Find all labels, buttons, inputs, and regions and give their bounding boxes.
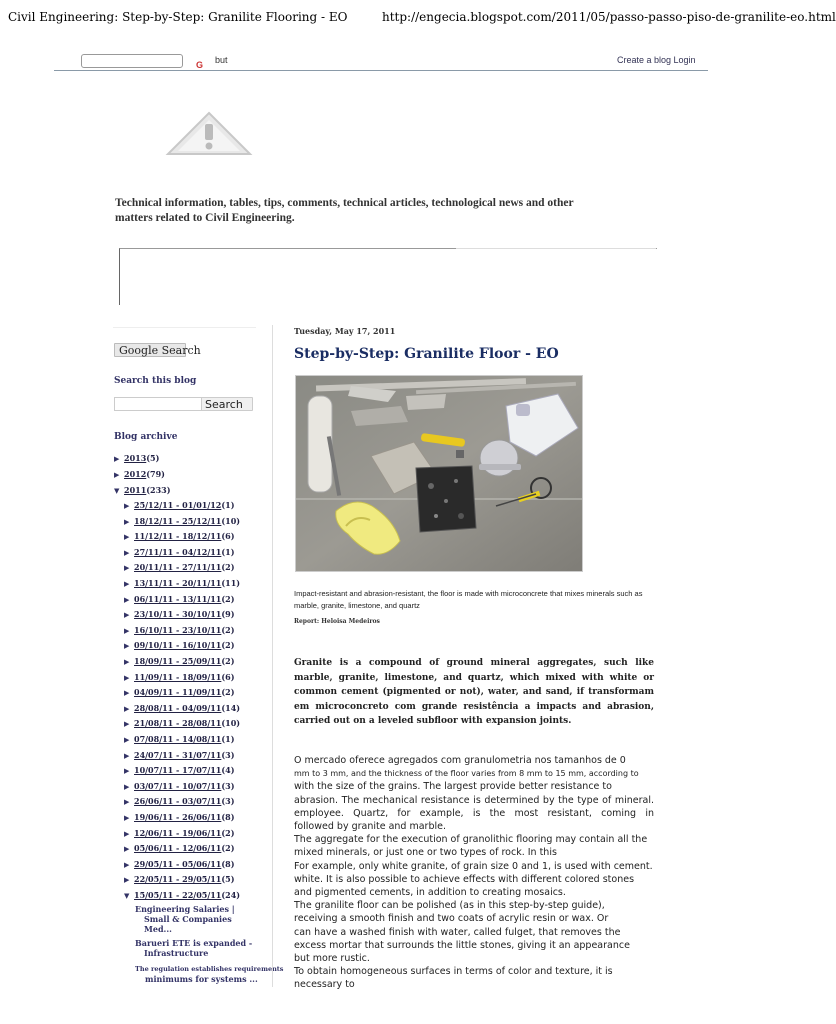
- expand-triangle-icon[interactable]: ▶: [114, 470, 120, 479]
- sidebar-border: [272, 325, 273, 987]
- archive-week-count: (6): [221, 671, 235, 682]
- navbar-divider: [54, 70, 708, 71]
- archive-week-label[interactable]: 10/07/11 - 17/07/11: [134, 765, 222, 776]
- archive-week-count: (11): [221, 578, 241, 588]
- archive-week-label[interactable]: 25/12/11 - 01/01/12: [134, 500, 222, 510]
- archive-week-count: (1): [221, 546, 235, 557]
- archive-week-label[interactable]: 23/10/11 - 30/10/11: [134, 609, 222, 620]
- archive-week-item[interactable]: [124, 547, 235, 558]
- archive-week-item[interactable]: [124, 812, 235, 823]
- photo-caption: Impact-resistant and abrasion-resistant, the floor is made with microconcrete that mixes minerals such as marble, granite, limestone, and quartz: [294, 589, 643, 610]
- post-body-line: but more rustic.: [294, 953, 370, 965]
- archive-week-item[interactable]: [124, 718, 240, 729]
- archive-week-label[interactable]: 24/07/11 - 31/07/11: [134, 749, 222, 760]
- archive-post-link[interactable]: Barueri ETE is expanded - Infrastructure: [135, 938, 253, 958]
- expand-triangle-icon[interactable]: ▶: [124, 516, 130, 526]
- archive-week-label[interactable]: 04/09/11 - 11/09/11: [134, 687, 222, 698]
- archive-week-item[interactable]: [124, 750, 235, 761]
- post-body-line: mm to 3 mm, and the thickness of the floor varies from 8 mm to 15 mm, according to: [294, 769, 639, 779]
- archive-week-count: (5): [221, 874, 235, 885]
- post-body-line: with the size of the grains. The largest provide better resistance to: [294, 781, 612, 793]
- archive-week-item[interactable]: [124, 578, 240, 589]
- expand-triangle-icon[interactable]: ▶: [124, 766, 130, 776]
- archive-week-label[interactable]: 09/10/11 - 16/10/11: [134, 640, 222, 651]
- sidebar-divider: [113, 327, 256, 328]
- post-date: Tuesday, May 17, 2011: [294, 326, 396, 336]
- archive-week-label[interactable]: 13/11/11 - 20/11/11: [134, 578, 222, 588]
- archive-week-count: (6): [221, 531, 235, 542]
- post-body-line: receiving a smooth finish and two coats of acrylic resin or wax. Or: [294, 913, 609, 925]
- archive-week-label[interactable]: 11/09/11 - 18/09/11: [134, 671, 222, 682]
- archive-year-item[interactable]: ▶ 2013(5): [114, 453, 160, 463]
- expand-triangle-icon[interactable]: ▶: [114, 454, 120, 463]
- archive-week-label[interactable]: 03/07/11 - 10/07/11: [134, 780, 222, 791]
- archive-week-label[interactable]: 05/06/11 - 12/06/11: [134, 843, 222, 854]
- archive-week-count: (3): [221, 780, 235, 791]
- archive-week-item[interactable]: [124, 625, 235, 636]
- archive-week-item[interactable]: [124, 594, 235, 605]
- archive-week-item[interactable]: [124, 796, 235, 807]
- archive-week-item[interactable]: [124, 765, 235, 776]
- archive-week-item[interactable]: [124, 843, 235, 854]
- archive-year-item[interactable]: ▼ 2011(233): [114, 485, 171, 495]
- archive-week-item[interactable]: [124, 874, 235, 885]
- archive-week-count: (10): [221, 718, 241, 729]
- archive-week-count: (3): [221, 749, 235, 760]
- report-credit: Report: Heloisa Medeiros: [294, 618, 380, 625]
- archive-week-count: (2): [221, 640, 235, 651]
- expand-triangle-icon[interactable]: ▶: [124, 641, 130, 651]
- post-body: [294, 754, 654, 992]
- blog-search-button[interactable]: Search: [201, 397, 253, 411]
- expand-triangle-icon[interactable]: ▶: [124, 703, 130, 713]
- expand-triangle-icon[interactable]: ▶: [124, 610, 130, 620]
- expand-triangle-icon[interactable]: ▶: [124, 688, 130, 698]
- archive-week-item[interactable]: [124, 859, 235, 870]
- archive-week-label[interactable]: 16/10/11 - 23/10/11: [134, 624, 222, 635]
- expand-triangle-icon[interactable]: ▶: [124, 828, 130, 838]
- archive-week-count: (3): [221, 796, 235, 807]
- google-search-button[interactable]: Google Search: [114, 343, 186, 357]
- archive-week-label[interactable]: 06/11/11 - 13/11/11: [134, 593, 222, 604]
- blog-description: Technical information, tables, tips, comments, technical articles, technological news and other matters related to Civil Engineering.: [115, 197, 574, 224]
- archive-week-item[interactable]: [124, 781, 235, 792]
- archive-post-link[interactable]: Engineering Salaries | Small & Companies Med...: [135, 904, 235, 934]
- archive-week-count: (2): [221, 843, 235, 854]
- navbar-but-link[interactable]: but: [215, 55, 228, 65]
- expand-triangle-icon[interactable]: ▶: [124, 844, 130, 854]
- post-body-line: employee. Quartz, for example, is the most resistant, coming in: [294, 807, 654, 819]
- post-body-line: abrasion. The mechanical resistance is determined by the type of mineral.: [294, 794, 654, 806]
- archive-week-count: (1): [221, 500, 235, 510]
- post-body-line: excess mortar that surrounds the little stones, giving it an appearance: [294, 939, 630, 951]
- expand-triangle-icon[interactable]: ▶: [124, 532, 130, 542]
- expand-triangle-icon[interactable]: ▶: [124, 501, 130, 510]
- expand-triangle-icon[interactable]: ▶: [124, 813, 130, 822]
- archive-week-label[interactable]: 15/05/11 - 22/05/11: [134, 890, 222, 900]
- print-page-title: Civil Engineering: Step-by-Step: Granilite Flooring - EO: [8, 10, 348, 24]
- print-page-url: http://engecia.blogspot.com/2011/05/passo-passo-piso-de-granilite-eo.html: [382, 10, 836, 24]
- archive-week-label[interactable]: 07/08/11 - 14/08/11: [134, 734, 222, 744]
- archive-week-count: (2): [221, 656, 235, 666]
- collapse-triangle-icon[interactable]: ▼: [124, 891, 130, 900]
- archive-week-item[interactable]: [124, 703, 240, 714]
- archive-week-item[interactable]: [124, 656, 235, 667]
- post-body-line: The aggregate for the execution of granolithic flooring may contain all the: [294, 834, 648, 846]
- archive-week-item[interactable]: [124, 890, 240, 901]
- archive-week-count: (14): [221, 702, 241, 713]
- archive-week-label[interactable]: 11/12/11 - 18/12/11: [134, 531, 222, 542]
- archive-week-label[interactable]: 20/11/11 - 27/11/11: [134, 562, 222, 573]
- archive-week-count: (9): [221, 609, 235, 620]
- granilite-tools-photo[interactable]: [295, 375, 583, 572]
- post-body-line: For example, only white granite, of grain size 0 and 1, is used with cement.: [294, 860, 653, 872]
- archive-week-count: (24): [221, 890, 241, 900]
- archive-week-label[interactable]: 19/06/11 - 26/06/11: [134, 812, 222, 822]
- expand-triangle-icon[interactable]: ▶: [124, 719, 130, 729]
- expand-triangle-icon[interactable]: ▶: [124, 875, 130, 885]
- post-body-line: To obtain homogeneous surfaces in terms of color and texture, it is necessary to: [294, 966, 613, 991]
- expand-triangle-icon[interactable]: ▶: [124, 563, 130, 573]
- expand-triangle-icon[interactable]: ▶: [124, 859, 130, 869]
- archive-year-item[interactable]: ▶ 2012(79): [114, 469, 165, 479]
- intro-paragraph: Granite is a compound of ground mineral aggregates, such like marble, granite, limestone, and quartz, which mixed with white or common cement (pigmented or not), water, and sand, if transformam em microconcreto com grande resistência a impacts and abrasion, carried out on a leveled subfloor with expansion joints.: [294, 658, 654, 726]
- collapse-triangle-icon[interactable]: ▼: [114, 486, 120, 495]
- archive-week-label[interactable]: 12/06/11 - 19/06/11: [134, 827, 222, 838]
- archive-week-label[interactable]: 27/11/11 - 04/12/11: [134, 546, 222, 557]
- archive-week-item[interactable]: [124, 734, 235, 745]
- archive-week-label[interactable]: 18/09/11 - 25/09/11: [134, 656, 222, 666]
- navbar-search-input[interactable]: [81, 54, 183, 68]
- navbar-create-login-links[interactable]: Create a blog Login: [617, 55, 696, 65]
- expand-triangle-icon[interactable]: ▶: [124, 594, 130, 604]
- expand-triangle-icon[interactable]: ▶: [124, 579, 130, 588]
- expand-triangle-icon[interactable]: ▶: [124, 735, 130, 744]
- archive-post-link[interactable]: The regulation establishes requirements minimums for systems ...: [135, 965, 284, 984]
- post-body-line: white. It is also possible to achieve effects with different colored stones: [294, 873, 635, 885]
- expand-triangle-icon[interactable]: ▶: [124, 657, 130, 666]
- expand-triangle-icon[interactable]: ▶: [124, 797, 130, 807]
- archive-week-count: (2): [221, 687, 235, 698]
- blog-search-input[interactable]: [114, 397, 202, 411]
- post-body-line: O mercado oferece agregados com granulometria nos tamanhos de 0: [294, 755, 626, 766]
- post-body-line: mixed minerals, or just one or two types of rock. In this: [294, 847, 557, 859]
- archive-week-label[interactable]: 26/06/11 - 03/07/11: [134, 796, 222, 807]
- archive-week-count: (10): [221, 515, 241, 526]
- archive-week-count: (2): [221, 562, 235, 573]
- archive-week-item[interactable]: [124, 640, 235, 651]
- archive-week-count: (8): [221, 812, 235, 822]
- header-frame: [119, 248, 657, 305]
- archive-week-count: (2): [221, 593, 235, 604]
- archive-week-count: (4): [221, 765, 235, 776]
- archive-week-label[interactable]: 22/05/11 - 29/05/11: [134, 874, 222, 885]
- search-blog-heading: Search this blog: [114, 376, 197, 386]
- archive-week-count: (2): [221, 827, 235, 838]
- expand-triangle-icon[interactable]: ▶: [124, 781, 130, 791]
- archive-week-item[interactable]: [124, 516, 240, 527]
- archive-week-item[interactable]: [124, 562, 235, 573]
- archive-week-label[interactable]: 21/08/11 - 28/08/11: [134, 718, 222, 729]
- post-body-line: The granilite floor can be polished (as in this step-by-step guide),: [294, 900, 605, 912]
- archive-week-count: (2): [221, 624, 235, 635]
- blog-archive-heading: Blog archive: [114, 432, 178, 442]
- expand-triangle-icon[interactable]: ▶: [124, 625, 130, 635]
- post-body-line: and pigmented cements, in addition to creating mosaics.: [294, 887, 566, 899]
- archive-week-item[interactable]: [124, 609, 235, 620]
- header-frame-highlight: [456, 248, 656, 249]
- post-body-line: can have a washed finish with water, called fulget, that removes the: [294, 926, 621, 938]
- archive-week-item[interactable]: [124, 672, 235, 683]
- broken-image-warning-icon: [164, 110, 254, 158]
- archive-week-item[interactable]: [124, 687, 235, 698]
- google-icon[interactable]: G: [196, 60, 204, 70]
- expand-triangle-icon[interactable]: ▶: [124, 672, 130, 682]
- post-body-line: followed by granite and marble.: [294, 821, 446, 833]
- post-title[interactable]: Step-by-Step: Granilite Floor - EO: [294, 346, 559, 362]
- archive-week-item[interactable]: [124, 500, 235, 511]
- expand-triangle-icon[interactable]: ▶: [124, 750, 130, 760]
- expand-triangle-icon[interactable]: ▶: [124, 547, 130, 557]
- archive-week-label[interactable]: 28/08/11 - 04/09/11: [134, 702, 222, 713]
- archive-week-label[interactable]: 18/12/11 - 25/12/11: [134, 515, 222, 526]
- archive-week-count: (8): [221, 858, 235, 869]
- archive-week-item[interactable]: [124, 531, 235, 542]
- archive-week-count: (1): [221, 734, 235, 744]
- archive-week-item[interactable]: [124, 828, 235, 839]
- archive-week-label[interactable]: 29/05/11 - 05/06/11: [134, 858, 222, 869]
